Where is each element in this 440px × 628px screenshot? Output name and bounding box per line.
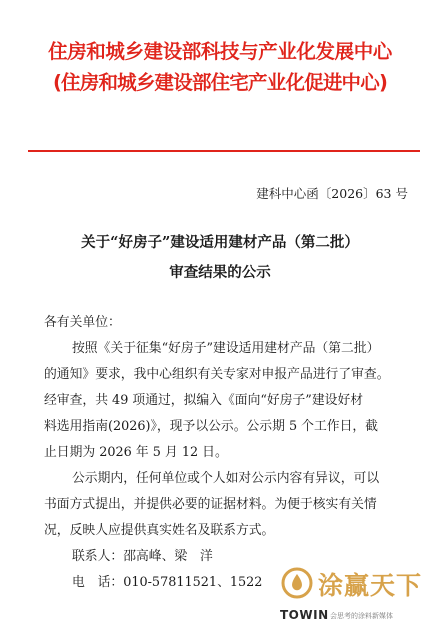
watermark-logo [280,564,426,624]
issuer-header [0,36,440,98]
paragraph-1-line: 止日期为 2026 年 5 月 12 日。 [44,445,228,460]
contact-person: 联系人：邵高峰、梁 洋 [72,549,213,564]
issuer-name: 住房和城乡建设部科技与产业化发展中心 [48,40,392,63]
paragraph-1-line: 经审查，共 49 项通过，拟编入《面向“好房子”建设好材 [44,393,364,408]
title-line-1: 关于“好房子”建设适用建材产品（第二批） [81,234,359,251]
paragraph-1-line: 按照《关于征集“好房子”建设适用建材产品（第二批） [72,341,380,356]
contact-phone: 电 话：010-57811521、1522 [72,575,263,590]
document-title [0,228,440,288]
paragraph-1-line: 的通知》要求，我中心组织有关专家对申报产品进行了审查。 [44,367,390,382]
document-body [44,310,414,596]
document-number: 建科中心函〔2026〕63 号 [256,186,408,201]
paragraph-1-line: 料选用指南(2026)》，现予以公示。公示期 5 个工作日，截 [44,419,378,434]
watermark-tagline: 会思考的涂料新媒体 [330,612,393,620]
salutation: 各有关单位： [44,315,121,330]
paragraph-2-line: 公示期内，任何单位或个人如对公示内容有异议，可以 [72,471,380,486]
paragraph-2-line: 书面方式提出，并提供必要的证据材料。为便于核实有关情 [44,497,377,512]
paint-drop-icon [280,566,314,600]
paragraph-2-line: 况，反映人应提供真实姓名及联系方式。 [44,523,275,538]
watermark-name-cn: 涂赢天下 [318,571,423,600]
watermark-name-en: TOWIN [280,608,329,622]
header-divider [28,150,420,152]
title-line-2: 审查结果的公示 [169,264,271,281]
issuer-alt-name: (住房和城乡建设部住宅产业化促进中心) [52,71,388,94]
